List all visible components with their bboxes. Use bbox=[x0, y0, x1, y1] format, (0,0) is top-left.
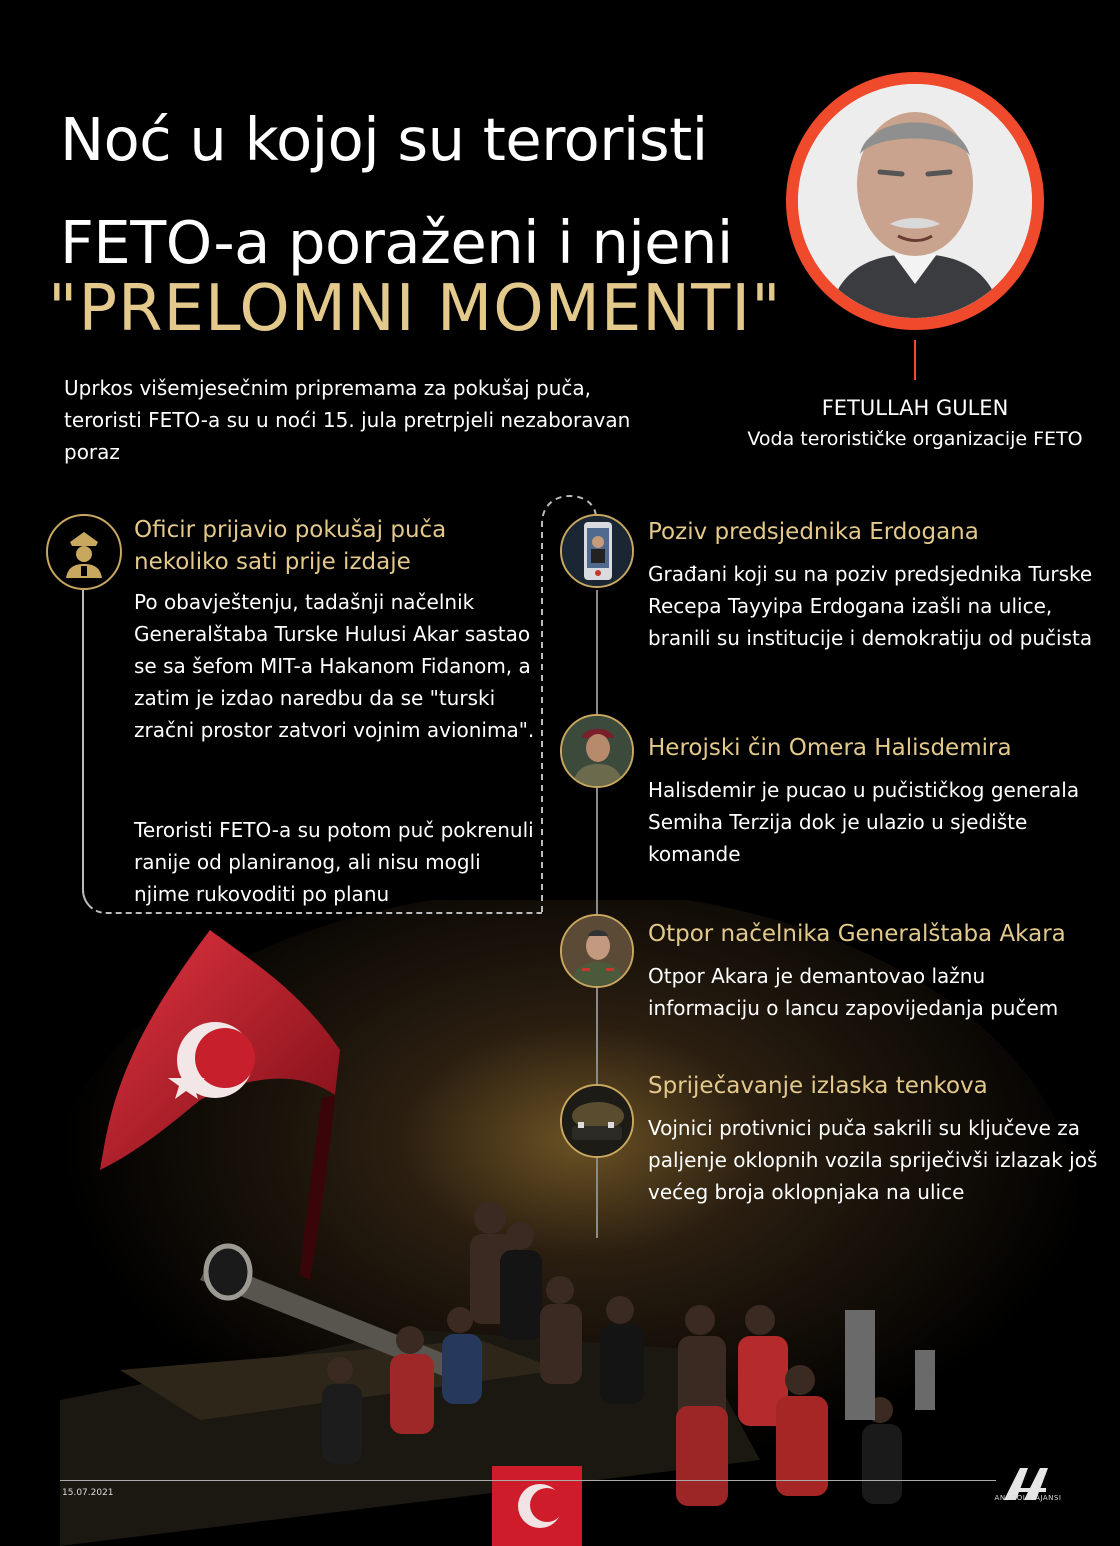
title-highlight: "PRELOMNI MOMENTI" bbox=[48, 272, 782, 346]
timeline-title-4: Spriječavanje izlaska tenkova bbox=[648, 1073, 988, 1099]
timeline-text-3: Otpor Akara je demantovao lažnu informaciju o lancu zapovijedanja pučem bbox=[648, 964, 1059, 1020]
portrait-connector bbox=[914, 340, 916, 380]
left-section-title: Oficir prijavio pokušaj puča nekoliko sati prije izdaje bbox=[134, 517, 447, 575]
portrait-name: FETULLAH GULEN bbox=[821, 396, 1009, 420]
timeline-title-1: Poziv predsjednika Erdogana bbox=[648, 519, 979, 545]
timeline-photo-halisdemir bbox=[560, 714, 634, 788]
logo-text: ANADOLU AJANSI bbox=[994, 1494, 1062, 1502]
timeline-title-2: Herojski čin Omera Halisdemira bbox=[648, 735, 1012, 761]
timeline-photo-akar bbox=[560, 914, 634, 988]
intro-text: Uprkos višemjesečnim pripremama za pokušaj puča, teroristi FETO-a su u noći 15. jula pretrpjeli nezaboravan poraz bbox=[64, 376, 631, 464]
timeline-photo-erdogan bbox=[560, 514, 634, 588]
portrait-role: Voda terorističke organizacije FETO bbox=[747, 428, 1083, 450]
title-line-1: Noć u kojoj su teroristi bbox=[60, 105, 708, 174]
officer-icon bbox=[46, 514, 122, 590]
timeline-text-2: Halisdemir je pucao u pučističkog generala Semiha Terzija dok je ulazio u sjedište komande bbox=[648, 778, 1080, 866]
gulen-portrait bbox=[786, 72, 1044, 330]
page-title bbox=[60, 88, 733, 294]
timeline-title-3: Otpor načelnika Generalštaba Akara bbox=[648, 921, 1066, 947]
footer-date: 15.07.2021 bbox=[62, 1488, 114, 1498]
timeline-text-1: Građani koji su na poziv predsjednika Turske Recepa Tayyipa Erdogana izašli na ulice, branili su institucije i demokratiju od pučista bbox=[648, 562, 1093, 650]
title-line-2: FETO-a poraženi i njeni bbox=[60, 208, 733, 277]
timeline-photo-tanks bbox=[560, 1084, 634, 1158]
left-section-paragraph-1: Po obavještenju, tadašnji načelnik Generalštaba Turske Hulusi Akar sastao se sa šefom MIT-a Hakanom Fidanom, a zatim je izdao naredbu da se "turski zračni prostor zatvori vojnim avionima". bbox=[134, 590, 535, 742]
timeline-text-4: Vojnici protivnici puča sakrili su ključeve za paljenje oklopnih vozila spriječivši izlazak još većeg broja oklopnjaka na ulice bbox=[648, 1116, 1098, 1204]
footer-divider bbox=[60, 1480, 996, 1481]
left-section-paragraph-2: Teroristi FETO-a su potom puč pokrenuli ranije od planiranog, ali nisu mogli njime rukovoditi po planu bbox=[134, 818, 534, 906]
portrait-photo bbox=[798, 84, 1032, 318]
